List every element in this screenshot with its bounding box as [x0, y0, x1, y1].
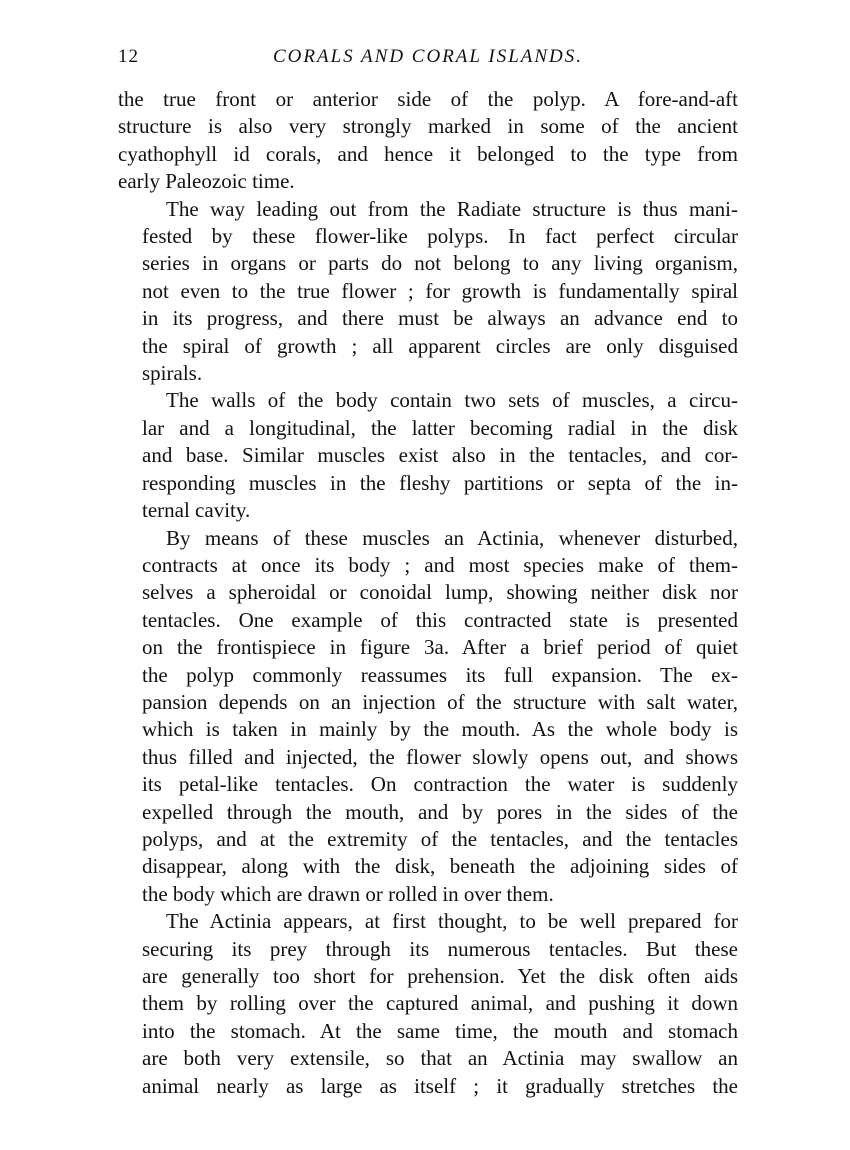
- text-line: polyps, and at the extremity of the tentacles, and the tentacles: [142, 826, 738, 851]
- text-line: the polyp commonly reassumes its full expansion. The ex-: [142, 662, 738, 687]
- text-line: them by rolling over the captured animal, and pushing it down: [142, 991, 738, 1016]
- text-line: The Actinia appears, at first thought, to be well prepared for: [166, 909, 738, 934]
- text-line: the spiral of growth ; all apparent circles are only disguised: [142, 333, 738, 358]
- text-line: disappear, along with the disk, beneath the adjoining sides of: [142, 854, 738, 879]
- text-line: are both very extensile, so that an Actinia may swallow an: [142, 1046, 738, 1071]
- text-line: cyathophyll id corals, and hence it belonged to the type from: [118, 141, 738, 166]
- text-line: spirals.: [142, 361, 203, 386]
- text-line: in its progress, and there must be always an advance end to: [142, 306, 738, 331]
- text-line: on the frontispiece in figure 3a. After a brief period of quiet: [142, 635, 738, 660]
- text-line: the true front or anterior side of the polyp. A fore-and-aft: [118, 87, 738, 111]
- text-line: into the stomach. At the same time, the mouth and stomach: [142, 1018, 738, 1043]
- text-line: animal nearly as large as itself ; it gradually stretches the: [142, 1073, 738, 1098]
- paragraph: [118, 387, 738, 524]
- paragraph: [118, 525, 738, 909]
- body-text: [118, 86, 738, 1100]
- text-line: series in organs or parts do not belong to any living organism,: [142, 251, 738, 276]
- text-line: securing its prey through its numerous tentacles. But these: [142, 936, 738, 961]
- text-line: thus filled and injected, the flower slowly opens out, and shows: [142, 744, 738, 769]
- text-line: tentacles. One example of this contracted state is presented: [142, 607, 738, 632]
- text-line: expelled through the mouth, and by pores in the sides of the: [142, 799, 738, 824]
- text-line: which is taken in mainly by the mouth. As the whole body is: [142, 717, 738, 742]
- text-line: and base. Similar muscles exist also in the tentacles, and cor-: [142, 443, 738, 468]
- paragraph: [118, 86, 738, 196]
- text-line: The way leading out from the Radiate structure is thus mani-: [166, 196, 738, 221]
- text-line: structure is also very strongly marked in some of the ancient: [118, 114, 738, 139]
- text-line: are generally too short for prehension. Yet the disk often aids: [142, 964, 738, 988]
- text-line: The walls of the body contain two sets of muscles, a circu-: [166, 388, 738, 413]
- paragraph: [118, 196, 738, 388]
- text-line: ternal cavity.: [142, 498, 251, 523]
- text-line: its petal-like tentacles. On contraction the water is suddenly: [142, 772, 738, 797]
- running-title: CORALS AND CORAL ISLANDS.: [272, 46, 584, 67]
- text-line: pansion depends on an injection of the structure with salt water,: [142, 689, 738, 714]
- paragraph: [118, 908, 738, 1100]
- text-line: fested by these flower-like polyps. In fact perfect circular: [142, 224, 738, 249]
- text-line: lar and a longitudinal, the latter becoming radial in the disk: [142, 415, 738, 440]
- text-line: selves a spheroidal or conoidal lump, showing neither disk nor: [142, 580, 738, 605]
- text-line: responding muscles in the fleshy partitions or septa of the in-: [142, 470, 738, 495]
- text-line: contracts at once its body ; and most species make of them-: [142, 552, 738, 577]
- text-line: not even to the true flower ; for growth is fundamentally spiral: [142, 278, 738, 303]
- text-line: By means of these muscles an Actinia, whenever disturbed,: [166, 525, 738, 550]
- page-number: 12: [118, 46, 139, 67]
- page-header: [118, 46, 738, 72]
- text-line: early Paleozoic time.: [118, 169, 295, 194]
- text-line: the body which are drawn or rolled in over them.: [142, 881, 554, 906]
